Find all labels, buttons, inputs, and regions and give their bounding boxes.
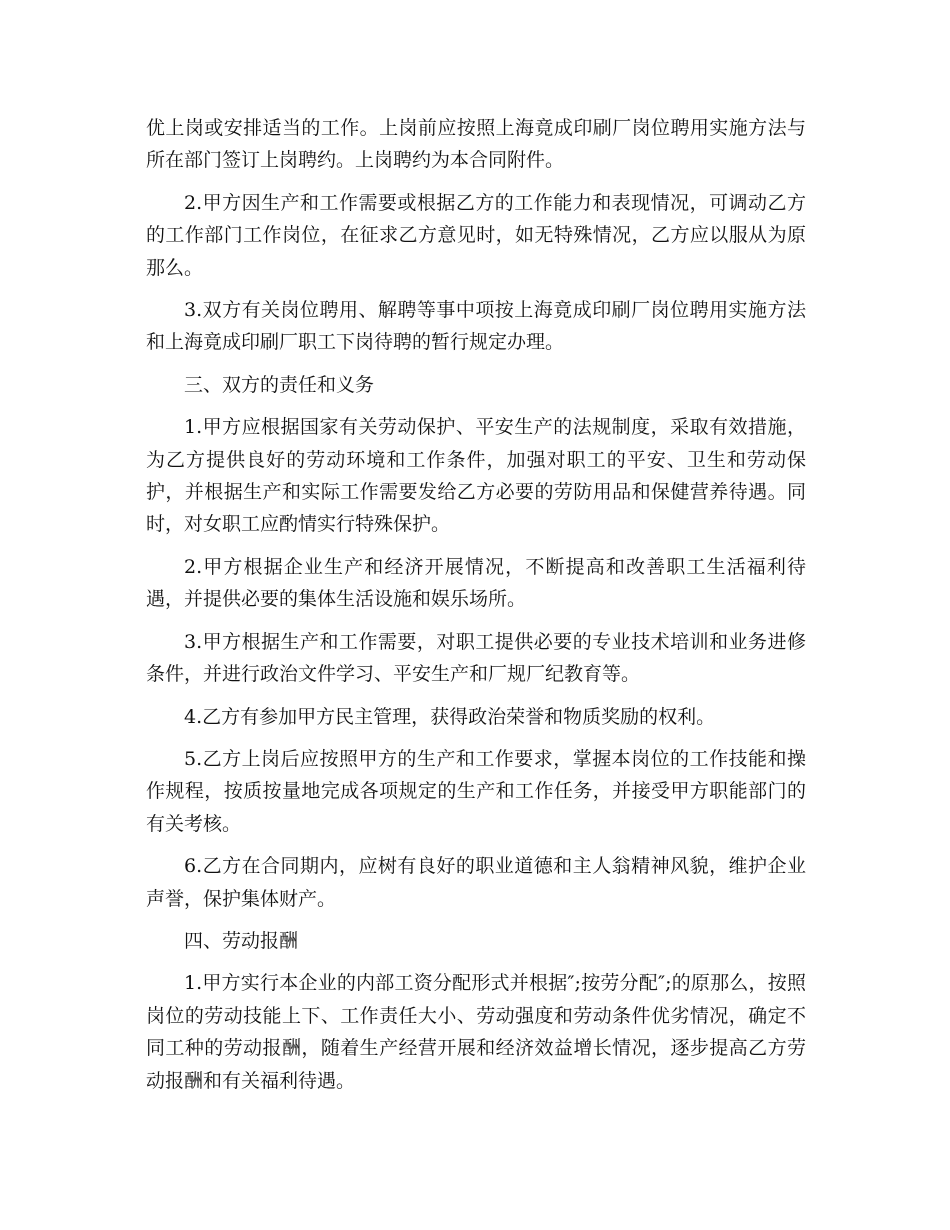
- paragraph-duty-3-training: 3.甲方根据生产和工作需要，对职工提供必要的专业技术培训和业务进修条件，并进行政治文件学习、平安生产和厂规厂纪教育等。: [146, 630, 806, 686]
- section-heading-remuneration: 四、劳动报酬: [184, 929, 299, 952]
- paragraph-duty-6-ethics: 6.乙方在合同期内，应树有良好的职业道德和主人翁精神风貌，维护企业声誉，保护集体财产。: [146, 855, 806, 910]
- paragraph-clause-3-hiring: 3.双方有关岗位聘用、解聘等事中项按上海竟成印刷厂岗位聘用实施方法和上海竟成印刷厂职工下岗待聘的暂行规定办理。: [146, 299, 806, 354]
- paragraph-duty-5-tasks: 5.乙方上岗后应按照甲方的生产和工作要求，掌握本岗位的工作技能和操作规程，按质按量地完成各项规定的生产和工作任务，并接受甲方职能部门的有关考核。: [146, 747, 806, 835]
- document-body: [146, 112, 806, 1107]
- paragraph-clause-2-transfer: 2.甲方因生产和工作需要或根据乙方的工作能力和表现情况，可调动乙方的工作部门工作岗位，在征求乙方意见时，如无特殊情况，乙方应以服从为原那么。: [146, 191, 806, 279]
- section-heading-responsibilities: 三、双方的责任和义务: [184, 373, 375, 396]
- paragraph-duty-4-rights: 4.乙方有参加甲方民主管理，获得政治荣誉和物质奖励的权利。: [184, 705, 716, 728]
- paragraph-duty-2-welfare: 2.甲方根据企业生产和经济开展情况，不断提高和改善职工生活福利待遇，并提供必要的集体生活设施和娱乐场所。: [146, 555, 806, 611]
- paragraph-continuation: 优上岗或安排适当的工作。上岗前应按照上海竟成印刷厂岗位聘用实施方法与所在部门签订上岗聘约。上岗聘约为本合同附件。: [146, 117, 806, 172]
- paragraph-pay-1-distribution: 1.甲方实行本企业的内部工资分配形式并根据″;按劳分配″;的原那么，按照岗位的劳动技能上下、工作责任大小、劳动强度和劳动条件优劣情况，确定不同工种的劳动报酬，随着生产经营开展和经济效益增长情况，逐步提高乙方劳动报酬和有关福利待遇。: [146, 972, 806, 1092]
- paragraph-duty-1-safety: 1.甲方应根据国家有关劳动保护、平安生产的法规制度，采取有效措施，为乙方提供良好的劳动环境和工作条件，加强对职工的平安、卫生和劳动保护，并根据生产和实际工作需要发给乙方必要的劳防用品和保健营养待遇。同时，对女职工应酌情实行特殊保护。: [146, 416, 806, 536]
